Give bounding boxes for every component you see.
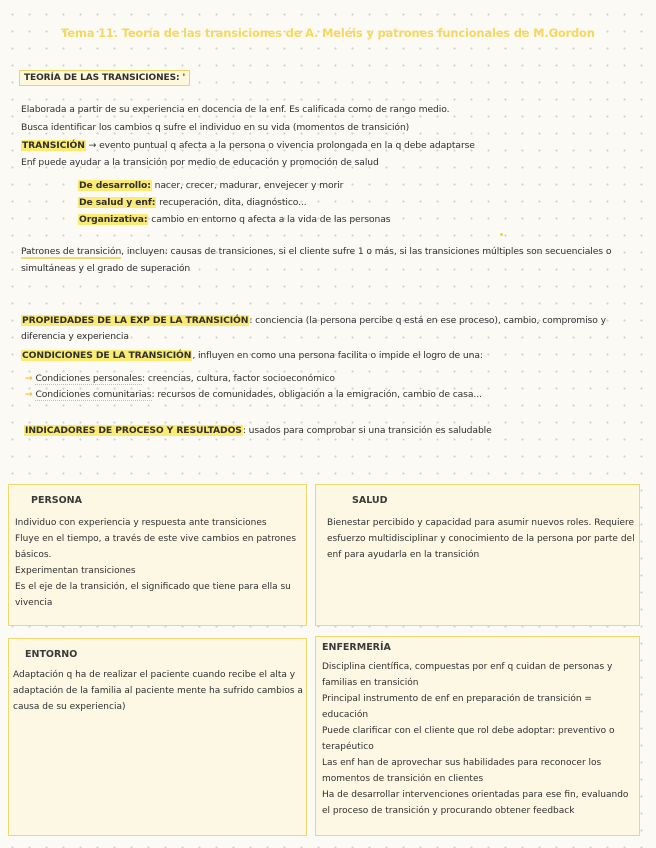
condicion-comunitaria — [25, 389, 482, 400]
propiedades-label: PROPIEDADES DE LA EXP DE LA TRANSICIÓN — [22, 315, 249, 326]
propiedades-text: : conciencia (la persona percibe q está en ese proceso), cambio, compromiso y diferencia y experiencia — [21, 315, 606, 342]
card-line: Ha de desarrollar intervenciones orientadas para ese fin, evaluando el proceso de transición y procurando obtener feedback — [322, 790, 629, 816]
card-line: Fluye en el tiempo, a través de este vive cambios en patrones básicos. — [15, 534, 297, 560]
card-line: Disciplina científica, compuestas por enf q cuidan de personas y familias en transición — [322, 662, 613, 688]
indicadores-text: : usados para comprobar si una transición es saludable — [242, 425, 492, 436]
page-title: Tema 11. Teoría de las transiciones de A. Meléis y patrones funcionales de M.Gordon — [61, 26, 595, 40]
decorative-dot — [500, 233, 503, 236]
condicion-text: : recursos de comunidades, obligación a la emigración, cambio de casa... — [151, 389, 482, 400]
teoria-line-4: Enf puede ayudar a la transición por medio de educación y promoción de salud — [21, 157, 379, 168]
condicion-text: : creencias, cultura, factor socioeconómico — [142, 373, 335, 384]
patrones-label: Patrones de transición — [21, 246, 122, 257]
card-line: Las enf han de aprovechar sus habilidades para reconocer los momentos de transición en clientes — [322, 758, 602, 784]
teoria-line-2: Busca identificar los cambios q sufre el individuo en su vida (momentos de transición) — [21, 122, 410, 133]
card-salud — [315, 484, 640, 626]
card-line: Principal instrumento de enf en preparación de transición = educación — [322, 694, 592, 720]
type-label: De desarrollo: — [79, 180, 151, 191]
type-organizativa — [78, 214, 390, 225]
condiciones-label: CONDICIONES DE LA TRANSICIÓN — [22, 350, 192, 361]
card-persona — [8, 484, 307, 626]
patrones-text: , incluyen: causas de transiciones, si el cliente sufre 1 o más, si las transiciones múltiples son secuenciales o simultáneas y el grado de superación — [21, 246, 612, 274]
type-desarrollo — [78, 180, 343, 191]
type-text: cambio en entorno q afecta a la vida de las personas — [148, 214, 391, 225]
indicadores-line — [24, 425, 492, 436]
card-line: Adaptación q ha de realizar el paciente cuando recibe el alta y adaptación de la familia al paciente mente ha sufrido cambios a causa de su experiencia) — [13, 670, 303, 712]
card-title: ENTORNO — [25, 649, 78, 660]
arrow-icon: → — [25, 389, 33, 400]
type-label: Organizativa: — [79, 214, 148, 225]
card-enfermeria — [315, 636, 640, 836]
card-body — [327, 515, 637, 563]
type-salud-enf — [78, 197, 307, 208]
teoria-line-1: Elaborada a partir de su experiencia en docencia de la enf. Es calificada como de rango medio. — [21, 104, 450, 115]
card-line: Individuo con experiencia y respuesta ante transiciones — [15, 518, 267, 528]
condicion-label: Condiciones comunitarias — [35, 389, 152, 400]
transicion-text: → evento puntual q afecta a la persona o vivencia prolongada en la q debe adaptarse — [88, 140, 475, 151]
condiciones-text: , influyen en como una persona facilita o impide el logro de una: — [192, 350, 483, 361]
indicadores-label: INDICADORES DE PROCESO Y RESULTADOS — [25, 425, 242, 436]
card-title: ENFERMERÍA — [322, 642, 391, 653]
transicion-label: TRANSICIÓN — [22, 140, 85, 151]
card-body — [322, 659, 638, 819]
card-line: Bienestar percibido y capacidad para asumir nuevos roles. Requiere esfuerzo multidisciplinar y conocimiento de la persona por parte del enf para ayudarla en la transición — [327, 518, 635, 560]
type-text: recuperación, dita, diagnóstico... — [156, 197, 307, 208]
condiciones-line — [21, 350, 483, 361]
card-entorno — [8, 638, 307, 836]
card-title: SALUD — [352, 495, 388, 506]
card-title: PERSONA — [31, 495, 82, 506]
card-body — [13, 667, 303, 715]
card-line: Es el eje de la transición, el significado que tiene para ella su vivencia — [15, 582, 291, 608]
transicion-line — [21, 140, 475, 151]
arrow-icon: → — [25, 373, 33, 384]
teoria-heading: TEORÍA DE LAS TRANSICIONES: ' — [19, 70, 190, 86]
condicion-label: Condiciones personales — [35, 373, 143, 384]
card-line: Experimentan transiciones — [15, 566, 136, 576]
type-label: De salud y enf: — [79, 197, 156, 208]
card-body — [15, 515, 299, 611]
patrones-paragraph — [21, 243, 631, 277]
propiedades-paragraph — [21, 313, 611, 345]
condicion-personal — [25, 373, 335, 384]
type-text: nacer, crecer, madurar, envejecer y morir — [151, 180, 344, 191]
card-line: Puede clarificar con el cliente que rol debe adoptar: preventivo o terapéutico — [322, 726, 615, 752]
